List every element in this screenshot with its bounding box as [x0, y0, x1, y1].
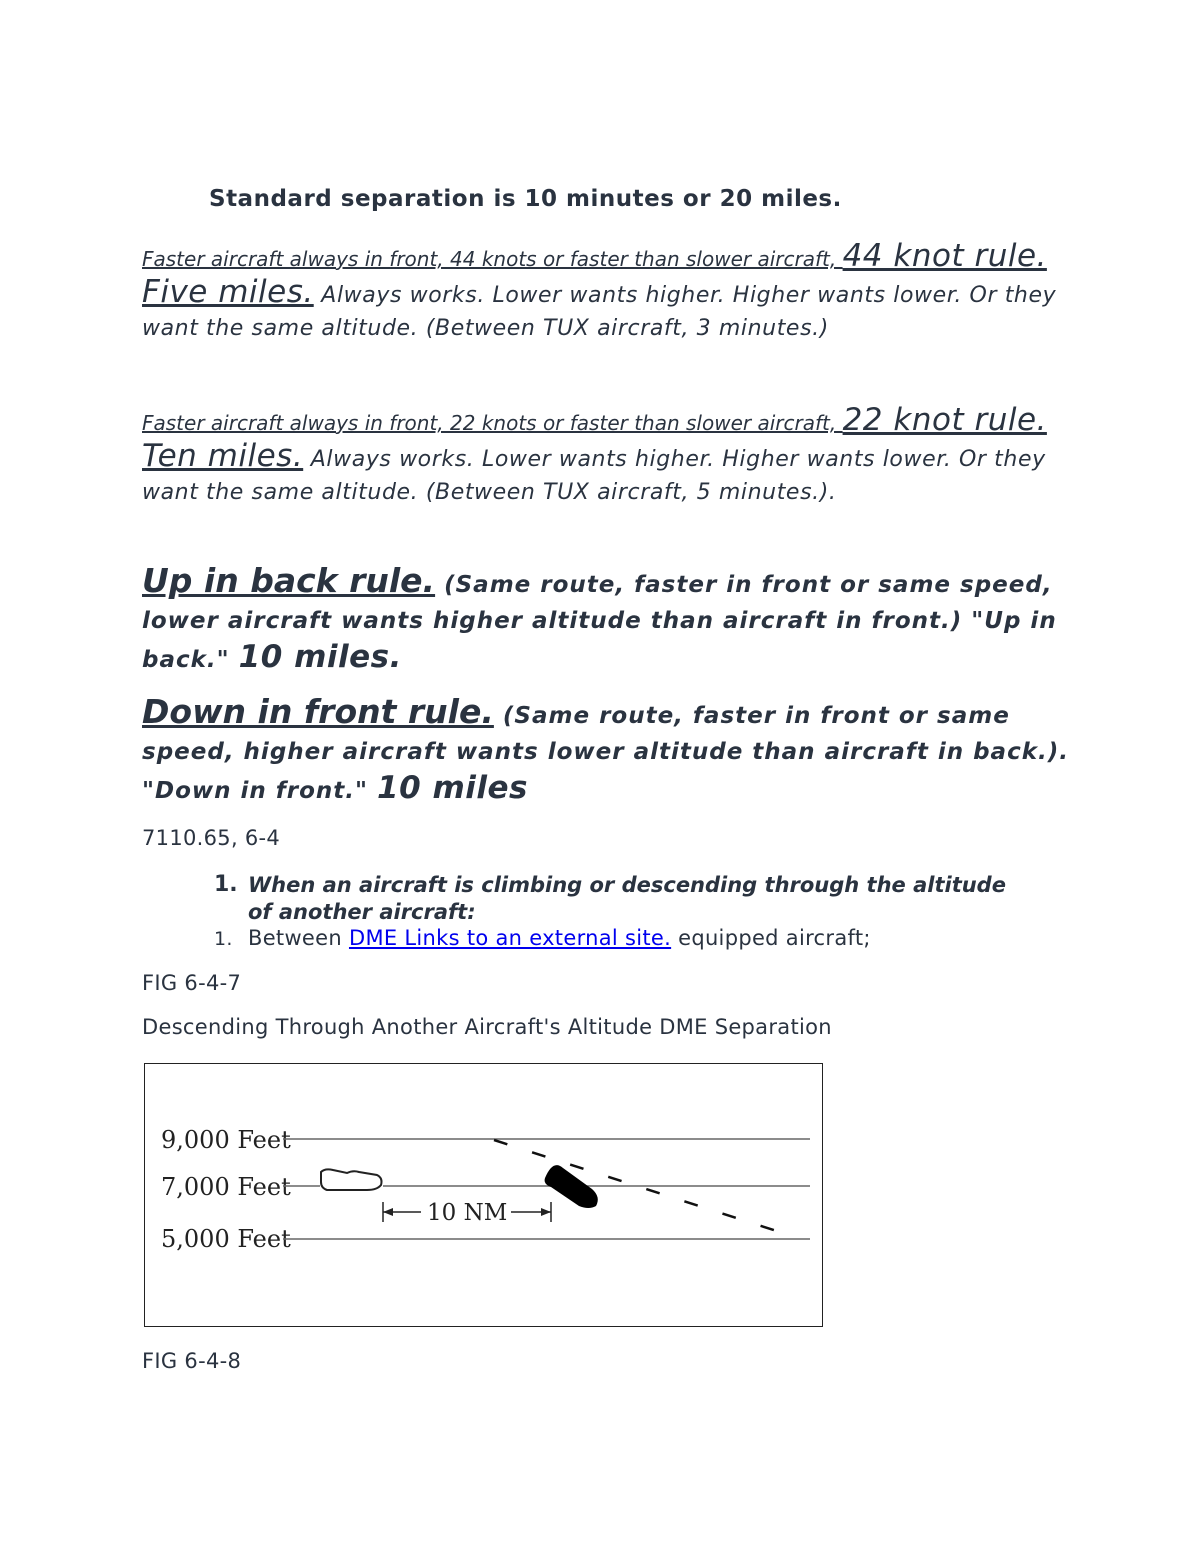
left-arrowhead-icon: [383, 1208, 393, 1216]
rule-22-intro: Faster aircraft always in front, 22 knots or faster than slower aircraft,: [142, 411, 843, 435]
altitude-label-5000: 5,000 Feet: [161, 1225, 291, 1253]
page-title: Standard separation is 10 minutes or 20 miles.: [209, 186, 842, 212]
sublist-item: [248, 926, 871, 950]
figure-caption: Descending Through Another Aircraft's Altitude DME Separation: [142, 1015, 832, 1039]
sublist-item-number: 1.: [214, 928, 233, 950]
descent-path-line: [494, 1140, 786, 1234]
figure-label-next: FIG 6-4-8: [142, 1349, 242, 1373]
sublist-item-suffix: equipped aircraft;: [671, 926, 871, 950]
rule-22-details: Always works. Lower wants higher. Higher wants lower. Or they want the same altitude. (Between TUX aircraft, 5 minutes.).: [142, 447, 1046, 505]
up-in-back-miles: 10 miles.: [238, 639, 402, 675]
rule-22-paragraph: [142, 404, 1062, 509]
altitude-label-9000: 9,000 Feet: [161, 1126, 291, 1154]
list-item-number: 1.: [214, 872, 238, 897]
up-in-back-heading: Up in back rule.: [142, 561, 436, 600]
up-in-back-paragraph: [142, 563, 1072, 678]
rule-44-intro: Faster aircraft always in front, 44 knots or faster than slower aircraft,: [142, 247, 843, 271]
separation-diagram: [145, 1064, 822, 1326]
rule-44-highlight: 44 knot rule. Five miles.: [142, 238, 1047, 310]
up-in-back-body: (Same route, faster in front or same speed, lower aircraft wants higher altitude than aircraft in front.) "Up in back.": [142, 572, 1057, 673]
list-item-text: When an aircraft is climbing or descending through the altitude of another aircraft:: [248, 873, 1006, 924]
dme-link[interactable]: DME Links to an external site.: [348, 926, 672, 950]
rule-22-highlight: 22 knot rule. Ten miles.: [142, 402, 1047, 474]
down-in-front-body: (Same route, faster in front or same speed, higher aircraft wants lower altitude than aircraft in back.). "Down in front.": [142, 703, 1069, 804]
altitude-label-7000: 7,000 Feet: [161, 1173, 291, 1201]
rule-44-details: Always works. Lower wants higher. Higher wants lower. Or they want the same altitude. (Between TUX aircraft, 3 minutes.): [142, 283, 1057, 341]
down-in-front-heading: Down in front rule.: [142, 692, 494, 731]
rule-44-paragraph: [142, 240, 1062, 345]
down-in-front-miles: 10 miles: [377, 770, 528, 806]
sublist-item-prefix: Between: [248, 926, 349, 950]
figure-label: FIG 6-4-7: [142, 971, 242, 995]
right-arrowhead-icon: [541, 1208, 551, 1216]
figure-dme-separation: [144, 1063, 823, 1327]
level-aircraft-icon: [321, 1169, 382, 1190]
down-in-front-paragraph: [142, 694, 1072, 809]
distance-label: 10 NM: [427, 1200, 508, 1226]
reference-text: 7110.65, 6-4: [142, 826, 281, 850]
